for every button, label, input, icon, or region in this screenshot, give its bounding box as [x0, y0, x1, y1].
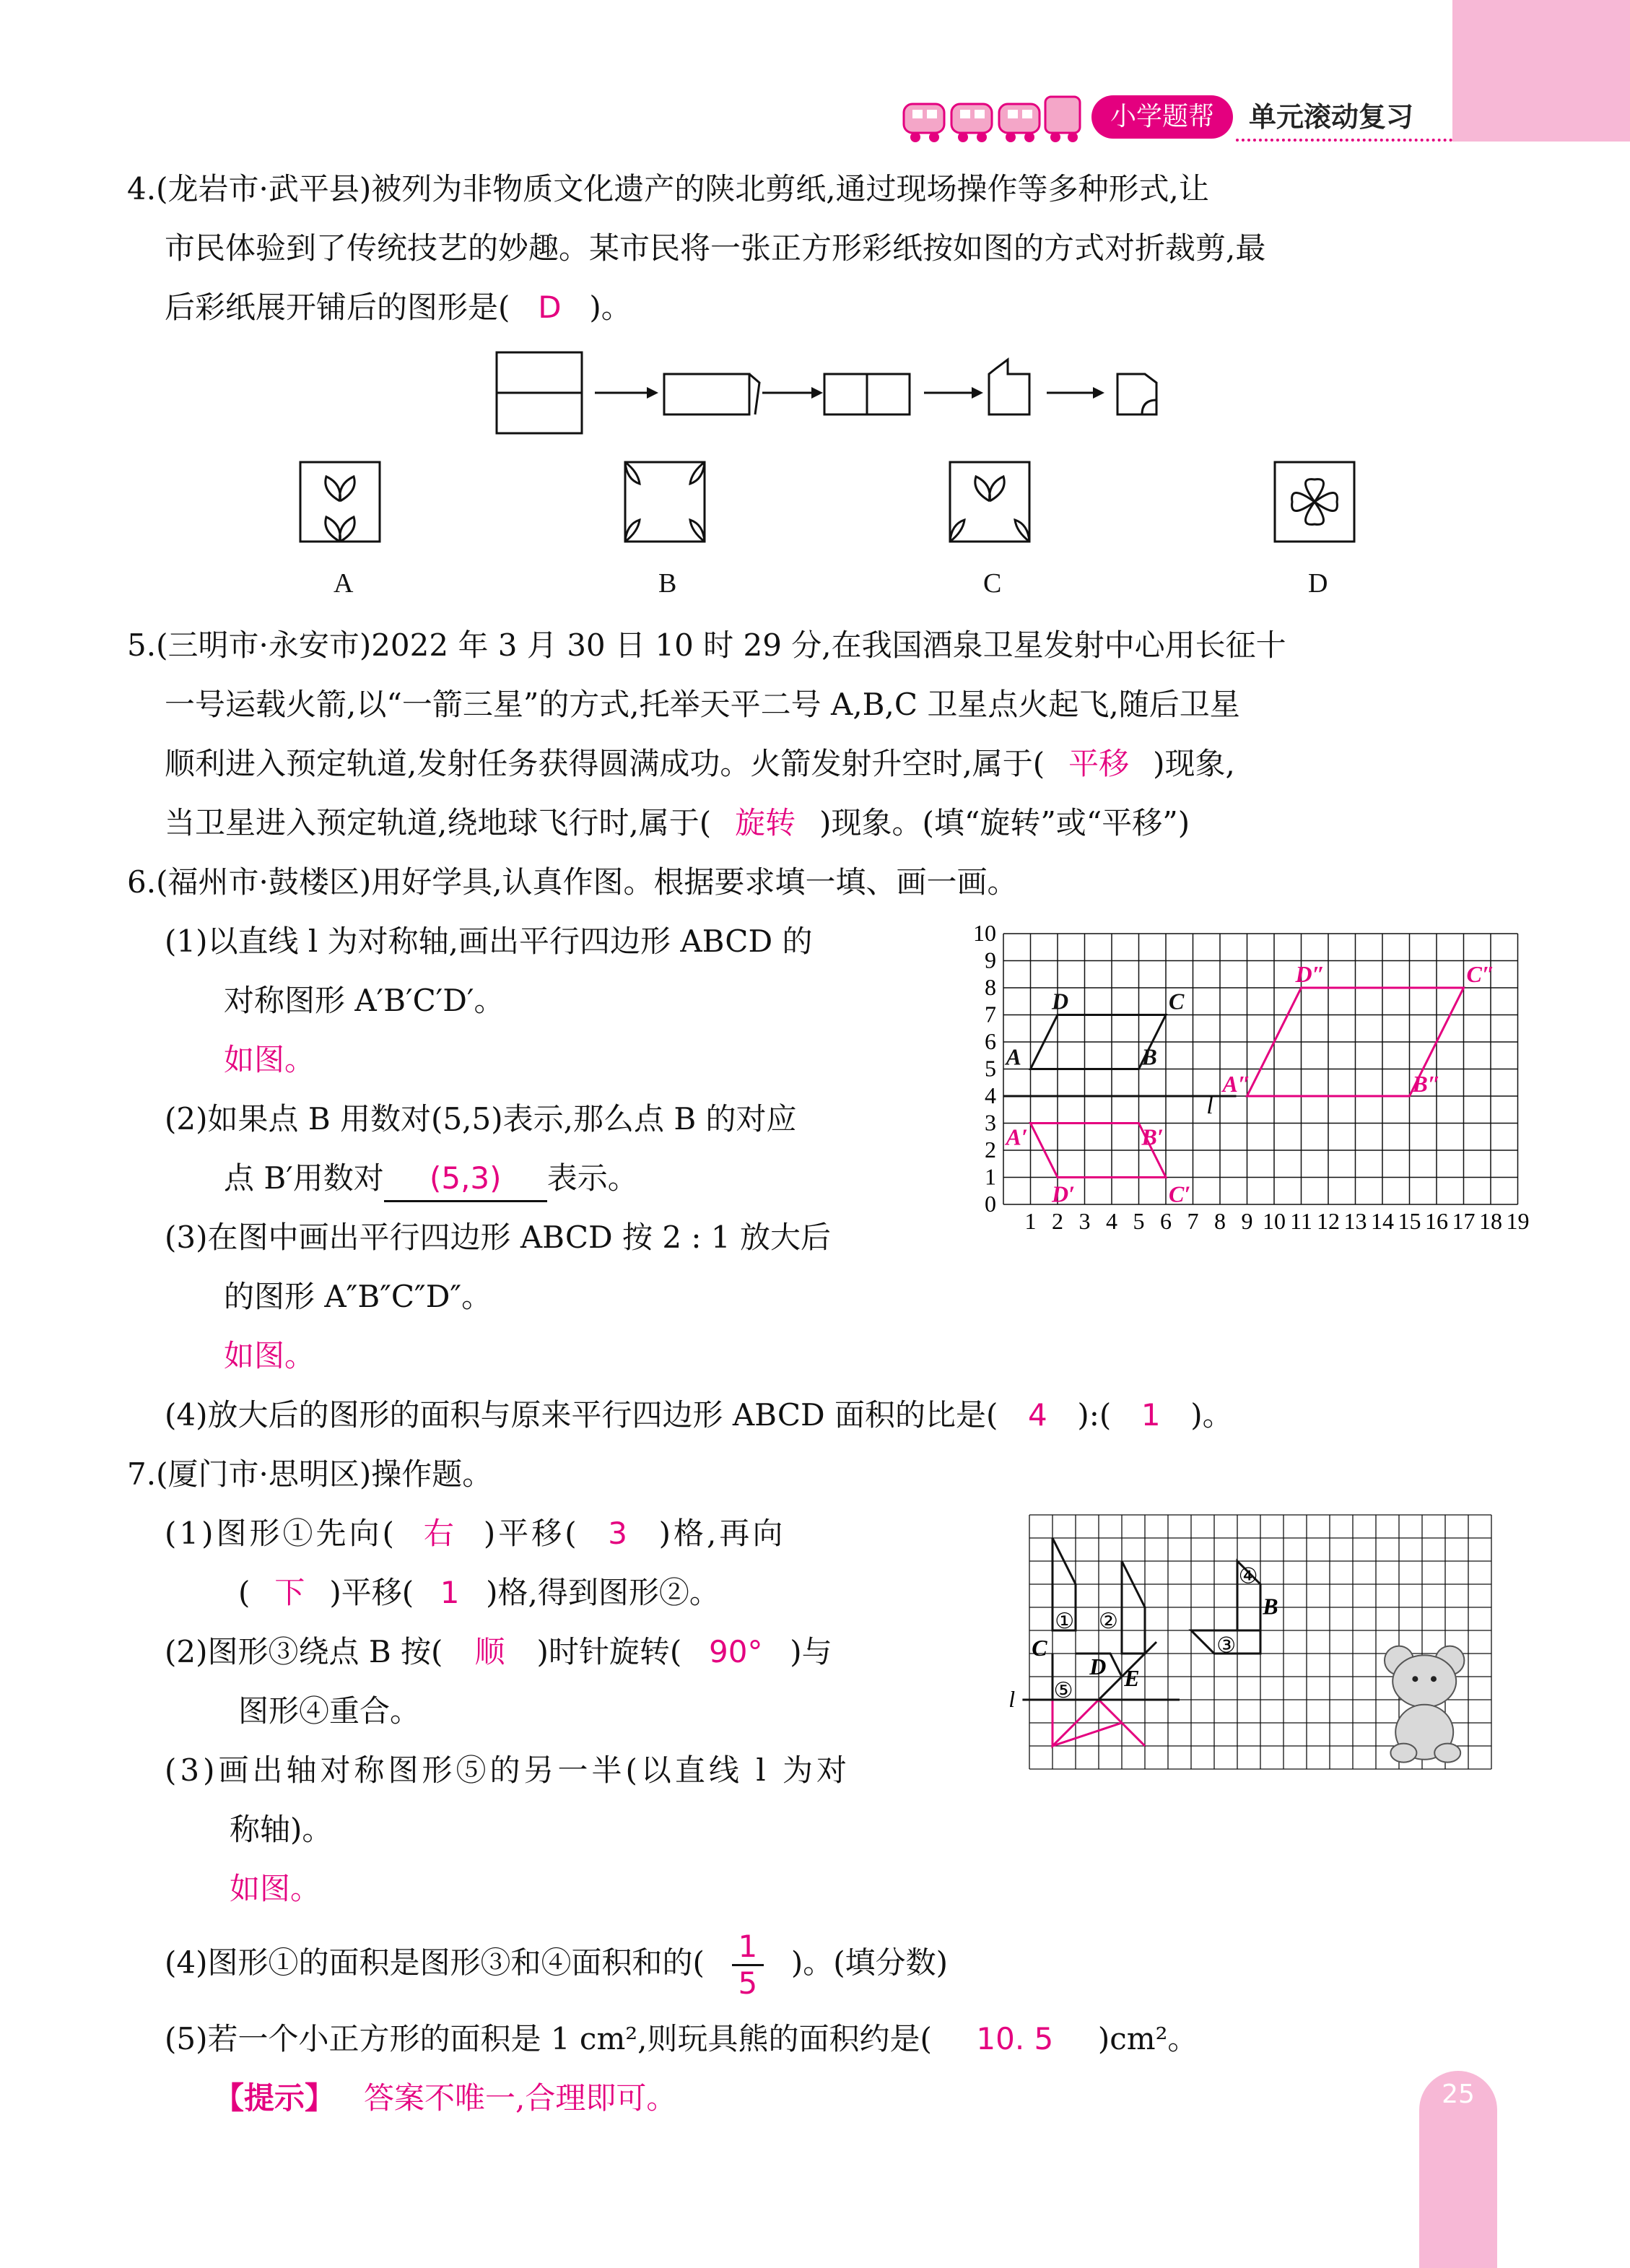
q4-options-figures: [289, 455, 1372, 614]
q4-line1: 4.(龙岩市·武平县)被列为非物质文化遗产的陕北剪纸,通过现场操作等多种形式,让: [127, 171, 1209, 207]
q4-answer: D: [538, 290, 562, 325]
q5-source: (三明市·永安市): [156, 627, 372, 663]
bear-foot-right: [1434, 1744, 1460, 1763]
vertex-label-reflected: B′: [1141, 1124, 1164, 1150]
q6-p3-line2: 的图形 A″B″C″D″。: [224, 1279, 492, 1314]
q4-line3: 后彩纸展开铺后的图形是( D )。: [165, 277, 632, 338]
vertex-label-original: B: [1141, 1043, 1157, 1070]
x-tick-label: 8: [1214, 1208, 1226, 1234]
x-tick-label: 18: [1479, 1208, 1502, 1234]
q5-answer-2: 旋转: [735, 805, 796, 840]
q7-p5: (5)若一个小正方形的面积是 1 cm²,则玩具熊的面积约是( 10. 5 )cm²。: [165, 2009, 1198, 2069]
option-d-label: D: [1308, 568, 1328, 599]
hint-label: 【提示】: [214, 2080, 336, 2116]
vertex-label-enlarged: B″: [1412, 1071, 1441, 1097]
x-tick-label: 1: [1024, 1208, 1037, 1234]
bear-foot-left: [1390, 1744, 1416, 1763]
q5-line3: 顺利进入预定轨道,发射任务获得圆满成功。火箭发射升空时,属于( 平移 )现象,: [165, 734, 1235, 794]
q7-line1: 7.(厦门市·思明区)操作题。: [127, 1456, 493, 1492]
y-tick-label: 9: [985, 947, 996, 973]
q6-p3-line1: (3)在图中画出平行四边形 ABCD 按 2 : 1 放大后: [165, 1220, 831, 1255]
x-tick-label: 15: [1398, 1208, 1421, 1234]
q6-coordinate-grid: [938, 920, 1530, 1242]
point-c-label: C: [1032, 1635, 1047, 1661]
header-tab: [1452, 0, 1630, 142]
option-d-figure: [1275, 462, 1354, 542]
x-tick-label: 10: [1263, 1208, 1286, 1234]
bear-eye-left: [1412, 1676, 1418, 1682]
x-tick-label: 6: [1160, 1208, 1172, 1234]
line-l-label: l: [1206, 1092, 1213, 1119]
q7-number: 7.: [127, 1456, 157, 1492]
q6-line1: 6.(福州市·鼓楼区)用好学具,认真作图。根据要求填一填、画一画。: [127, 864, 1018, 900]
q7-figure-grid: [1008, 1509, 1513, 1783]
q7-source: (厦门市·思明区): [156, 1456, 372, 1492]
x-tick-label: 11: [1290, 1208, 1312, 1234]
vertex-label-reflected: C′: [1169, 1181, 1191, 1207]
page-number: 25: [1442, 2080, 1475, 2109]
q4-source: (龙岩市·武平县): [156, 171, 372, 207]
y-tick-label: 10: [973, 920, 996, 946]
option-b-figure: [625, 462, 705, 542]
line-l-label: l: [1008, 1686, 1016, 1712]
q7-p4: (4)图形①的面积是图形③和④面积和的( $\frac{1}{5}$ )。(填分数): [165, 1929, 949, 2001]
header-dotted-rule: [1236, 139, 1452, 142]
x-tick-label: 16: [1425, 1208, 1448, 1234]
train-icon: [899, 85, 1087, 146]
x-tick-label: 19: [1506, 1208, 1530, 1234]
q4-line2: 市民体验到了传统技艺的妙趣。某市民将一张正方形彩纸按如图的方式对折裁剪,最: [165, 230, 1266, 266]
y-tick-label: 8: [985, 974, 996, 1000]
x-tick-label: 2: [1052, 1208, 1063, 1234]
point-e-label: E: [1124, 1664, 1140, 1691]
x-tick-label: 7: [1187, 1208, 1199, 1234]
q7-hint: [214, 2068, 676, 2129]
folding-sequence-diagram: [491, 345, 1184, 446]
x-tick-label: 4: [1106, 1208, 1117, 1234]
option-c-label: C: [983, 568, 1002, 599]
q6-p2-line1: (2)如果点 B 用数对(5,5)表示,那么点 B 的对应: [165, 1101, 797, 1137]
q7-p2-line2: 图形④重合。: [238, 1693, 421, 1729]
shape-2-label: ②: [1099, 1609, 1118, 1633]
q7-p1-line1: (1)图形①先向( 右 )平移( 3 )格,再向: [165, 1516, 786, 1551]
y-tick-label: 3: [985, 1109, 996, 1136]
bear-head: [1393, 1655, 1456, 1707]
q6-p4-answer-2: 1: [1141, 1397, 1161, 1433]
x-tick-label: 5: [1133, 1208, 1145, 1234]
y-tick-label: 1: [985, 1163, 996, 1190]
vertex-label-original: D: [1052, 988, 1069, 1014]
shape-1-label: ①: [1055, 1609, 1075, 1633]
fold-step-4: [989, 360, 1029, 414]
q6-p1-line2: 对称图形 A′B′C′D′。: [224, 983, 505, 1018]
shape-5-label: ⑤: [1053, 1678, 1073, 1703]
q7-p3-answer: 如图。: [230, 1871, 321, 1906]
vertex-label-original: A: [1006, 1043, 1021, 1070]
vertex-label-enlarged: C″: [1466, 961, 1495, 987]
option-b-label: B: [658, 568, 677, 599]
option-a-figure: [300, 462, 380, 542]
q5-line1: 5.(三明市·永安市)2022 年 3 月 30 日 10 时 29 分,在我国酒泉卫星发射中心用长征十: [127, 627, 1286, 663]
q6-p2-line2: 点 B′用数对 (5,3) 表示。: [224, 1148, 638, 1209]
x-tick-label: 17: [1452, 1208, 1476, 1234]
q5-line2: 一号运载火箭,以“一箭三星”的方式,托举天平二号 A,B,C 卫星点火起飞,随后卫星: [165, 687, 1240, 722]
q6-p4: (4)放大后的图形的面积与原来平行四边形 ABCD 面积的比是( 4 ):( 1 )。: [165, 1385, 1233, 1446]
q7-p3-line1: (3)画出轴对称图形⑤的另一半(以直线 l 为对: [165, 1752, 851, 1788]
brand-badge: 小学题帮: [1091, 95, 1233, 139]
shape-4-label: ④: [1238, 1564, 1258, 1589]
q6-p2-answer: (5,3): [384, 1157, 547, 1202]
bear-eye-right: [1431, 1676, 1437, 1682]
vertex-label-reflected: A′: [1006, 1124, 1028, 1150]
q7-p5-answer: 10. 5: [976, 2021, 1054, 2056]
point-b-label: B: [1263, 1593, 1278, 1620]
vertex-label-reflected: D′: [1052, 1181, 1076, 1207]
q6-p1-answer: 如图。: [224, 1042, 315, 1077]
q7-p4-fraction: $\frac{1}{5}$: [705, 1929, 791, 2001]
x-tick-label: 3: [1078, 1208, 1091, 1234]
q6-p3-answer: 如图。: [224, 1338, 315, 1373]
section-title: 单元滚动复习: [1249, 101, 1414, 133]
vertex-label-enlarged: A″: [1222, 1071, 1251, 1097]
y-tick-label: 2: [985, 1137, 996, 1163]
option-a-label: A: [334, 568, 354, 599]
fold-step-2: [664, 374, 749, 414]
x-tick-label: 9: [1241, 1208, 1253, 1234]
y-tick-label: 5: [985, 1055, 996, 1082]
fold-step-5: [1117, 374, 1156, 414]
toy-bear-image: [1385, 1646, 1464, 1763]
y-tick-label: 4: [985, 1082, 996, 1108]
q6-p1-line1: (1)以直线 l 为对称轴,画出平行四边形 ABCD 的: [165, 924, 813, 959]
q6-number: 6.: [127, 864, 157, 900]
q7-p2-line1: (2)图形③绕点 B 按( 顺 )时针旋转( 90° )与: [165, 1634, 832, 1669]
q5-number: 5.: [127, 627, 157, 663]
q6-source: (福州市·鼓楼区): [156, 864, 372, 900]
q6-p4-answer-1: 4: [1028, 1397, 1047, 1433]
q7-p1-line2: ( 下 )平移( 1 )格,得到图形②。: [238, 1575, 720, 1610]
q4-number: 4.: [127, 171, 157, 207]
x-tick-label: 14: [1371, 1208, 1394, 1234]
q5-answer-1: 平移: [1068, 746, 1130, 781]
point-d-label: D: [1089, 1653, 1107, 1680]
shape-3-label: ③: [1216, 1633, 1237, 1658]
x-tick-label: 12: [1317, 1208, 1340, 1234]
vertex-label-enlarged: D″: [1295, 961, 1325, 987]
q5-line4: 当卫星进入预定轨道,绕地球飞行时,属于( 旋转 )现象。(填“旋转”或“平移”): [165, 793, 1190, 853]
q7-p3-line2: 称轴)。: [230, 1812, 333, 1847]
option-c-figure: [950, 462, 1029, 542]
vertex-label-original: C: [1169, 988, 1185, 1014]
hint-text: 答案不唯一,合理即可。: [364, 2080, 677, 2116]
x-tick-label: 13: [1343, 1208, 1367, 1234]
y-tick-label: 7: [985, 1001, 996, 1027]
y-tick-label: 6: [985, 1028, 996, 1054]
y-tick-label: 0: [985, 1191, 996, 1217]
